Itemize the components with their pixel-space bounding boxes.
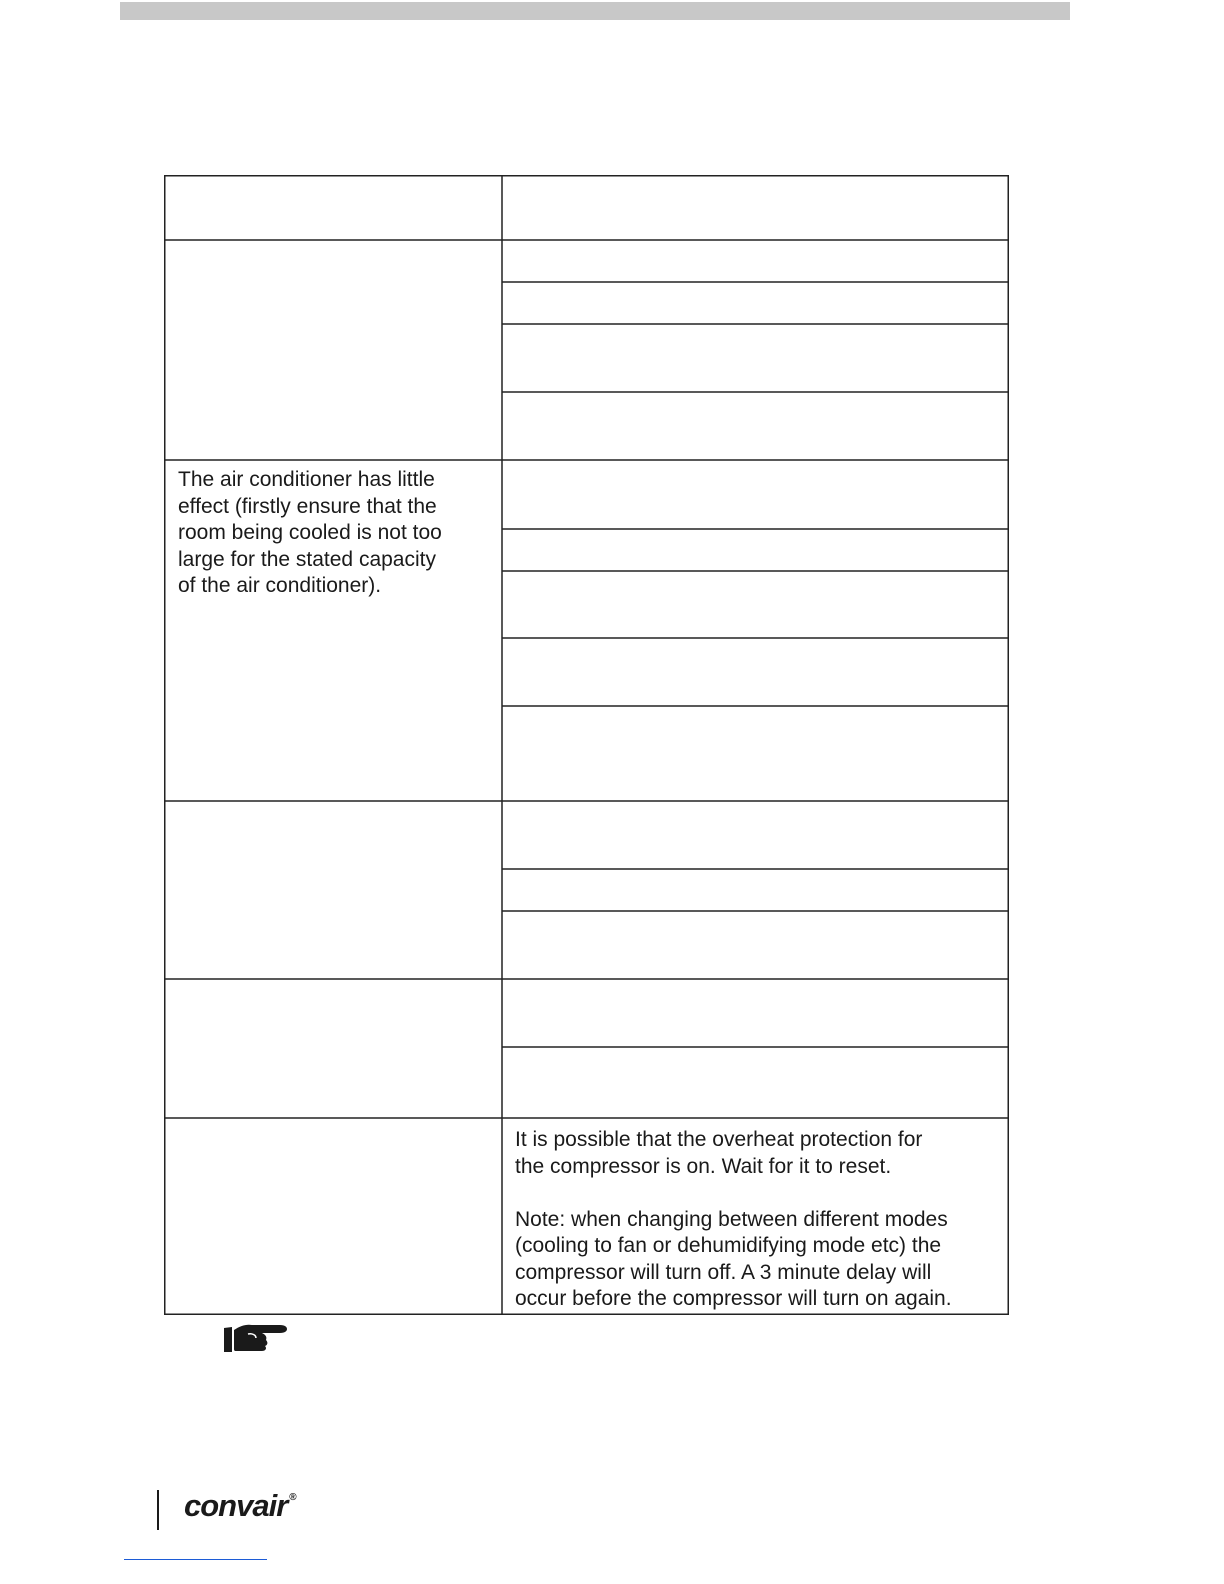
solution-overheat-protection: It is possible that the overheat protection for the compressor is on. Wait for it to reset. Note: when changing between different modes (cooling to fan or dehumidifying mode etc) the compressor will turn off. A 3 minute delay will occur before the compressor will turn on again.: [515, 1128, 952, 1310]
footer-divider: [157, 1490, 159, 1530]
header-bar: [120, 2, 1070, 20]
brand-name: convair: [184, 1488, 288, 1523]
trademark-symbol: ®: [289, 1492, 296, 1503]
troubleshooting-table: [164, 175, 1009, 1315]
pointing-hand-icon: [222, 1318, 288, 1354]
problem-little-effect: The air conditioner has little effect (firstly ensure that the room being cooled is not too large for the stated capacity of the air conditioner).: [178, 468, 442, 597]
link-underline[interactable]: [124, 1559, 267, 1560]
brand-logo: [184, 1488, 296, 1524]
